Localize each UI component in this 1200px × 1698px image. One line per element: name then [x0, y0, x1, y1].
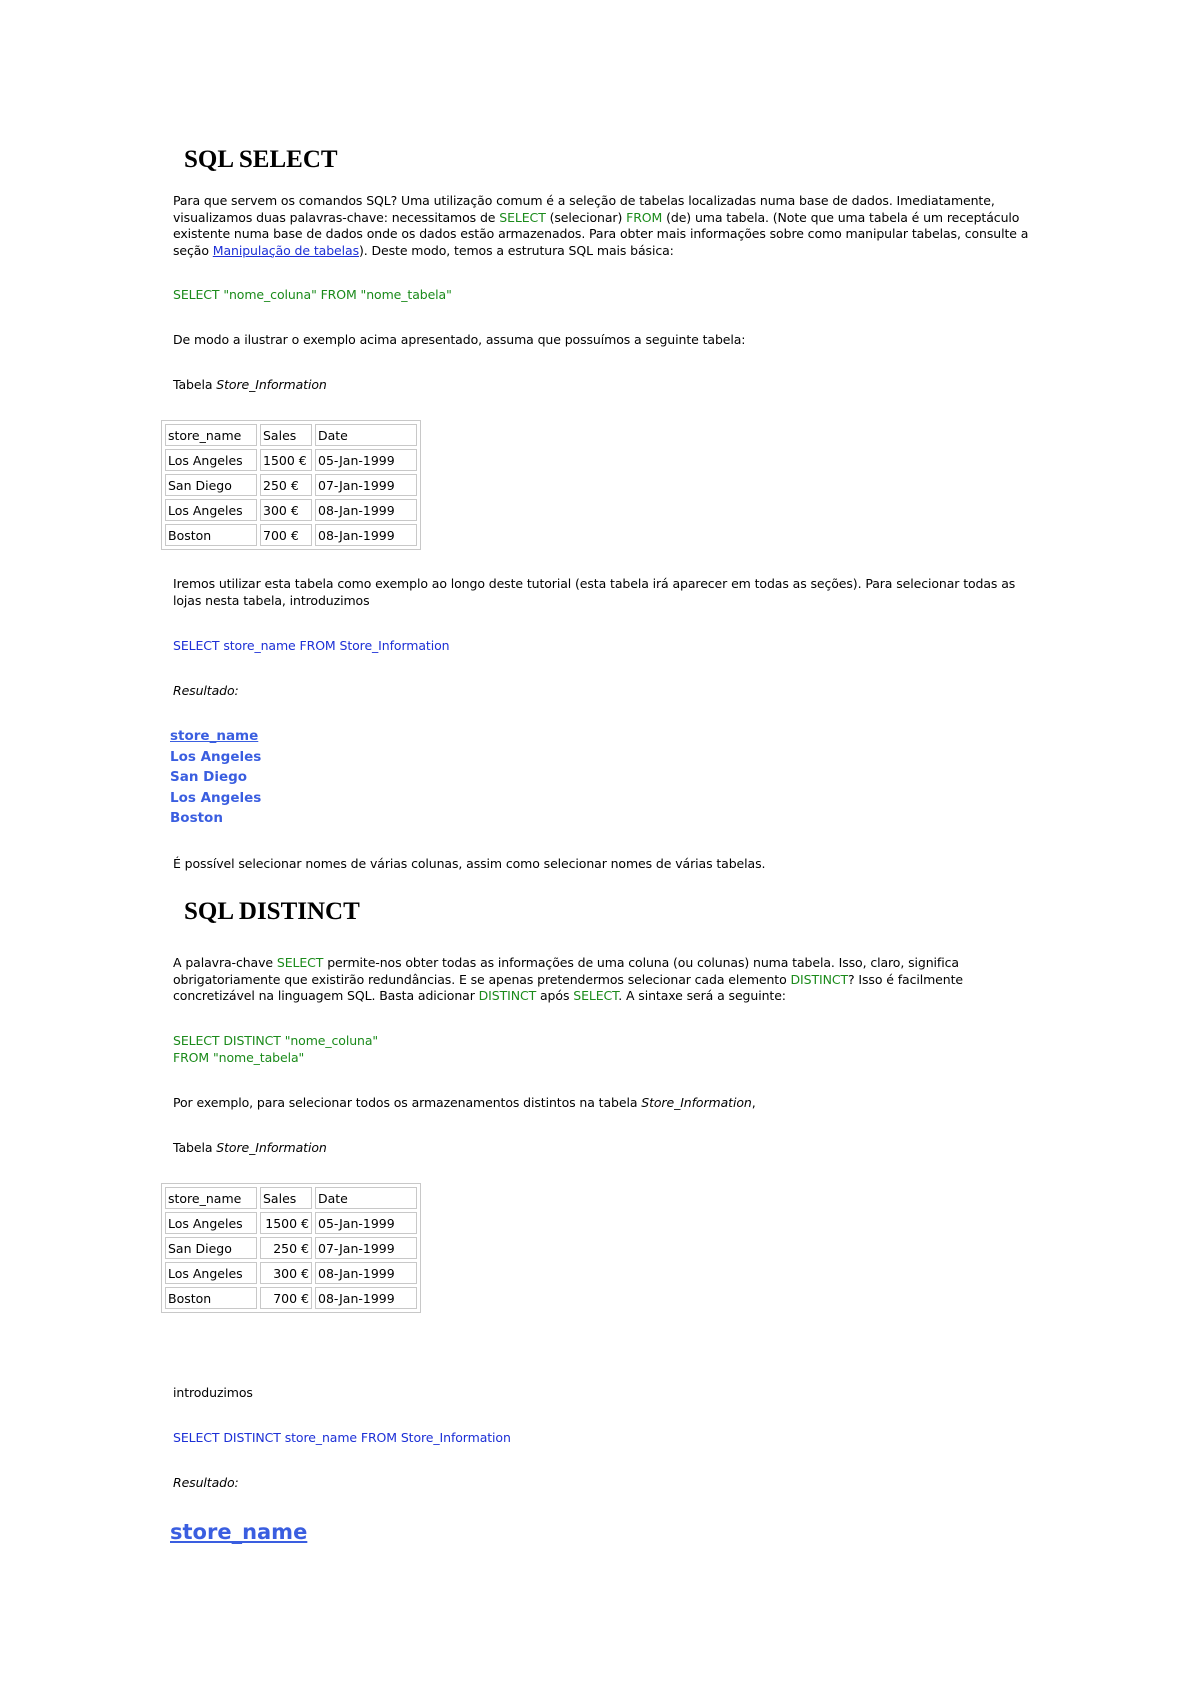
result-item: Los Angeles — [170, 748, 262, 765]
table-row — [165, 524, 417, 546]
usage-paragraph: Iremos utilizar esta tabela como exemplo ao longo deste tutorial (esta tabela irá aparecer em todas as seções). Para selecionar todas as lojas nesta tabela, introduzimos — [173, 576, 1016, 608]
distinct-syntax-line2: FROM "nome_tabela" — [173, 1050, 305, 1065]
table-cell: 700 € — [260, 1287, 312, 1309]
table-cell: Los Angeles — [165, 499, 257, 521]
intro-text: . A sintaxe será a seguinte: — [618, 988, 786, 1003]
header-cell: Date — [315, 1187, 417, 1209]
table-cell: 1500 € — [260, 1212, 312, 1234]
header-cell: Sales — [260, 424, 312, 446]
select-query: SELECT store_name FROM Store_Information — [173, 638, 450, 653]
table-row — [165, 1287, 417, 1309]
store-information-table — [161, 420, 421, 550]
header-cell: store_name — [165, 424, 257, 446]
distinct-query: SELECT DISTINCT store_name FROM Store_Information — [173, 1430, 511, 1445]
table-header-row — [165, 424, 417, 446]
table-cell: 08-Jan-1999 — [315, 524, 417, 546]
keyword-select: SELECT — [276, 955, 324, 970]
intro-text: ). Deste modo, temos a estrutura SQL mais básica: — [358, 242, 674, 258]
caption-table-name: Store_Information — [216, 1140, 327, 1155]
table-caption — [173, 1140, 1043, 1157]
table-caption — [173, 377, 1043, 394]
table-name: Store_Information — [641, 1095, 752, 1110]
intro-text: (de) uma tabela. (Note que uma tabela é um receptáculo existente numa base de dados onde os dados estão armazenados. Para obter mais informações sobre como manipular tabelas, consulte a seção — [173, 209, 1029, 258]
distinct-example-intro — [173, 1095, 1043, 1112]
table-cell: San Diego — [165, 1237, 257, 1259]
table-row — [165, 474, 417, 496]
result-header-large: store_name — [170, 1520, 308, 1544]
result-item: Los Angeles — [170, 789, 262, 806]
keyword-select: SELECT — [499, 209, 546, 225]
keyword-distinct: DISTINCT — [790, 971, 849, 987]
table-cell: 07-Jan-1999 — [315, 474, 417, 496]
table-cell: Boston — [165, 524, 257, 546]
closing-paragraph: É possível selecionar nomes de várias colunas, assim como selecionar nomes de várias tabelas. — [173, 856, 766, 871]
intro-text: permite-nos obter todas as informações de uma coluna (ou colunas) numa tabela. Isso, claro, significa obrigatoriamente que existirão redundâncias. E se apenas pretendermos selecionar cada elemento — [173, 955, 959, 987]
table-cell: 1500 € — [260, 449, 312, 471]
header-cell: Sales — [260, 1187, 312, 1209]
table-row — [165, 1262, 417, 1284]
distinct-intro-paragraph — [173, 955, 1043, 1005]
caption-prefix: Tabela — [173, 377, 217, 392]
table-row — [165, 1212, 417, 1234]
result-item: San Diego — [170, 769, 248, 785]
intro-text: após — [536, 988, 574, 1003]
select-syntax: SELECT "nome_coluna" FROM "nome_tabela" — [173, 287, 452, 302]
result-list — [170, 726, 261, 829]
caption-prefix: Tabela — [173, 1140, 217, 1155]
table-cell: 700 € — [260, 524, 312, 546]
intro-text: Por exemplo, para selecionar todos os armazenamentos distintos na tabela — [173, 1095, 642, 1110]
table-cell: Los Angeles — [165, 1262, 257, 1284]
section-title-distinct: SQL DISTINCT — [184, 898, 360, 925]
table-row — [165, 449, 417, 471]
section-title-select: SQL SELECT — [184, 146, 338, 173]
table-cell: Los Angeles — [165, 1212, 257, 1234]
table-cell: 300 € — [260, 1262, 312, 1284]
table-cell: 08-Jan-1999 — [315, 499, 417, 521]
keyword-select: SELECT — [573, 988, 619, 1003]
header-cell: store_name — [165, 1187, 257, 1209]
caption-table-name: Store_Information — [216, 377, 327, 392]
table-cell: Los Angeles — [165, 449, 257, 471]
table-cell: 05-Jan-1999 — [315, 449, 417, 471]
result-header: store_name — [170, 728, 259, 744]
table-row — [165, 499, 417, 521]
distinct-syntax-line1: SELECT DISTINCT "nome_coluna" — [173, 1033, 379, 1048]
store-information-table — [161, 1183, 421, 1313]
table-cell: 07-Jan-1999 — [315, 1237, 417, 1259]
keyword-from: FROM — [626, 209, 663, 225]
intro-text: (selecionar) — [545, 209, 627, 225]
table-cell: 250 € — [260, 474, 312, 496]
table-manipulation-link[interactable]: Manipulação de tabelas — [212, 242, 359, 258]
result-item: Boston — [170, 810, 223, 826]
table-cell: 300 € — [260, 499, 312, 521]
result-label: Resultado: — [173, 683, 239, 698]
table-cell: 05-Jan-1999 — [315, 1212, 417, 1234]
table-cell: 08-Jan-1999 — [315, 1262, 417, 1284]
keyword-distinct: DISTINCT — [478, 988, 537, 1003]
table-cell: 250 € — [260, 1237, 312, 1259]
table-cell: Boston — [165, 1287, 257, 1309]
intro-text: , — [751, 1095, 756, 1110]
select-intro-paragraph — [173, 193, 1043, 259]
table-cell: 08-Jan-1999 — [315, 1287, 417, 1309]
result-label: Resultado: — [173, 1475, 239, 1490]
intro-text: A palavra-chave — [173, 955, 277, 970]
intro-text: ? Isso é facilmente concretizável na linguagem SQL. Basta adicionar — [173, 971, 963, 1003]
intro-text: Para que servem os comandos SQL? Uma utilização comum é a seleção de tabelas localizadas numa base de dados. Imediatamente, visualizamos duas palavras-chave: necessitamos de — [173, 193, 995, 225]
table-header-row — [165, 1187, 417, 1209]
example-intro: De modo a ilustrar o exemplo acima apresentado, assuma que possuímos a seguinte tabela: — [173, 332, 746, 347]
header-cell: Date — [315, 424, 417, 446]
introduce-text: introduzimos — [173, 1385, 253, 1400]
table-row — [165, 1237, 417, 1259]
table-cell: San Diego — [165, 474, 257, 496]
